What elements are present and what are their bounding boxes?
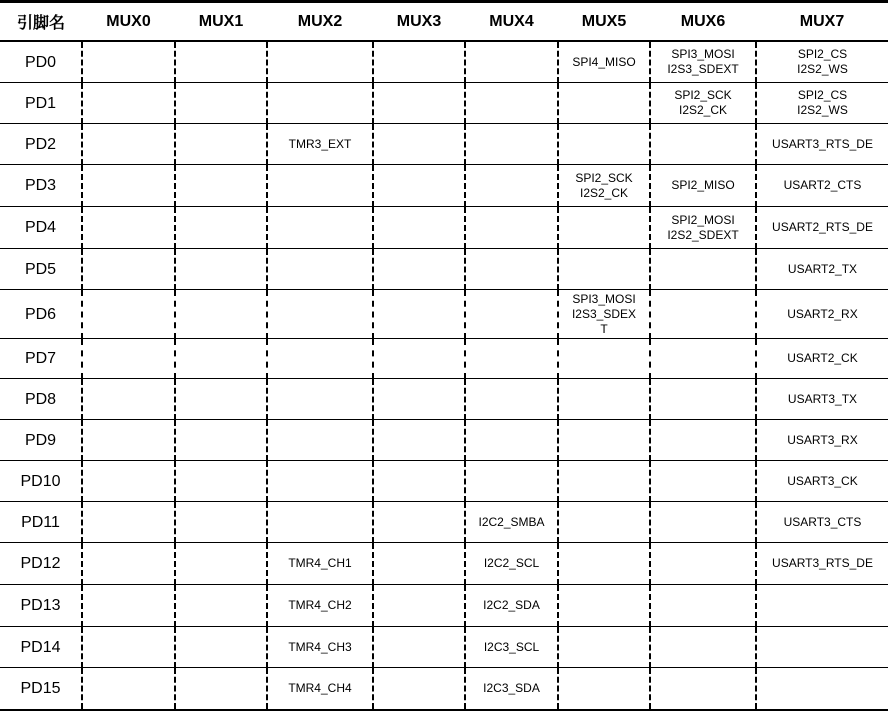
mux6-cell: [650, 543, 756, 585]
mux6-cell: SPI2_SCK I2S2_CK: [650, 83, 756, 124]
mux7-cell: SPI2_CS I2S2_WS: [756, 83, 888, 124]
table-row: [0, 339, 888, 379]
mux0-cell: [82, 502, 175, 543]
mux1-cell: [175, 379, 267, 420]
mux7-cell: USART2_CK: [756, 339, 888, 379]
mux6-cell: [650, 124, 756, 165]
mux7-cell: USART2_CTS: [756, 165, 888, 207]
pin-name-cell: PD7: [0, 339, 82, 379]
mux6-cell: [650, 290, 756, 339]
mux7-cell: SPI2_CS I2S2_WS: [756, 41, 888, 83]
table-header-row: [0, 2, 888, 42]
mux4-cell: [465, 461, 558, 502]
mux1-cell: [175, 627, 267, 668]
pin-name-cell: PD12: [0, 543, 82, 585]
pin-name-cell: PD10: [0, 461, 82, 502]
header-mux7: MUX7: [756, 2, 888, 42]
header-mux0: MUX0: [82, 2, 175, 42]
mux3-cell: [373, 668, 465, 711]
mux5-cell: [558, 502, 650, 543]
mux1-cell: [175, 207, 267, 249]
mux0-cell: [82, 290, 175, 339]
mux3-cell: [373, 124, 465, 165]
mux2-cell: TMR4_CH3: [267, 627, 373, 668]
mux0-cell: [82, 543, 175, 585]
mux0-cell: [82, 339, 175, 379]
header-mux1: MUX1: [175, 2, 267, 42]
mux1-cell: [175, 668, 267, 711]
header-mux4: MUX4: [465, 2, 558, 42]
mux3-cell: [373, 339, 465, 379]
mux5-cell: SPI3_MOSI I2S3_SDEX T: [558, 290, 650, 339]
mux5-cell: [558, 585, 650, 627]
mux7-cell: USART3_RX: [756, 420, 888, 461]
mux7-cell: USART3_TX: [756, 379, 888, 420]
mux2-cell: [267, 83, 373, 124]
pin-name-cell: PD13: [0, 585, 82, 627]
mux2-cell: [267, 420, 373, 461]
table-row: [0, 627, 888, 668]
mux4-cell: [465, 124, 558, 165]
pin-name-cell: PD14: [0, 627, 82, 668]
pin-name-cell: PD4: [0, 207, 82, 249]
mux3-cell: [373, 41, 465, 83]
mux6-cell: SPI2_MOSI I2S2_SDEXT: [650, 207, 756, 249]
mux0-cell: [82, 585, 175, 627]
mux0-cell: [82, 379, 175, 420]
mux1-cell: [175, 420, 267, 461]
mux3-cell: [373, 585, 465, 627]
table-row: [0, 249, 888, 290]
mux2-cell: [267, 207, 373, 249]
mux5-cell: [558, 124, 650, 165]
mux4-cell: I2C3_SCL: [465, 627, 558, 668]
mux5-cell: [558, 668, 650, 711]
pin-name-cell: PD6: [0, 290, 82, 339]
mux6-cell: SPI2_MISO: [650, 165, 756, 207]
mux3-cell: [373, 249, 465, 290]
table-row: [0, 124, 888, 165]
pin-name-cell: PD3: [0, 165, 82, 207]
mux2-cell: TMR4_CH1: [267, 543, 373, 585]
mux4-cell: [465, 339, 558, 379]
table-row: [0, 585, 888, 627]
table-row: [0, 502, 888, 543]
header-mux5: MUX5: [558, 2, 650, 42]
mux0-cell: [82, 124, 175, 165]
mux7-cell: [756, 627, 888, 668]
mux2-cell: [267, 165, 373, 207]
mux7-cell: USART2_RTS_DE: [756, 207, 888, 249]
table-row: [0, 379, 888, 420]
pin-name-cell: PD8: [0, 379, 82, 420]
mux7-cell: USART3_CK: [756, 461, 888, 502]
mux5-cell: [558, 420, 650, 461]
mux0-cell: [82, 83, 175, 124]
mux6-cell: [650, 585, 756, 627]
table-row: [0, 41, 888, 83]
mux4-cell: I2C2_SDA: [465, 585, 558, 627]
table-body: [0, 41, 888, 710]
mux4-cell: [465, 207, 558, 249]
mux3-cell: [373, 207, 465, 249]
mux4-cell: I2C2_SCL: [465, 543, 558, 585]
mux6-cell: SPI3_MOSI I2S3_SDEXT: [650, 41, 756, 83]
mux5-cell: SPI2_SCK I2S2_CK: [558, 165, 650, 207]
mux6-cell: [650, 627, 756, 668]
mux5-cell: [558, 543, 650, 585]
mux1-cell: [175, 41, 267, 83]
mux4-cell: I2C2_SMBA: [465, 502, 558, 543]
pin-name-cell: PD1: [0, 83, 82, 124]
mux4-cell: [465, 379, 558, 420]
mux4-cell: [465, 41, 558, 83]
mux2-cell: [267, 502, 373, 543]
mux0-cell: [82, 165, 175, 207]
mux6-cell: [650, 420, 756, 461]
table-row: [0, 543, 888, 585]
header-mux6: MUX6: [650, 2, 756, 42]
mux2-cell: TMR4_CH4: [267, 668, 373, 711]
mux2-cell: [267, 379, 373, 420]
mux3-cell: [373, 627, 465, 668]
table-row: [0, 83, 888, 124]
mux6-cell: [650, 502, 756, 543]
header-pin-name: 引脚名: [0, 2, 82, 42]
mux0-cell: [82, 627, 175, 668]
mux1-cell: [175, 502, 267, 543]
pin-name-cell: PD0: [0, 41, 82, 83]
mux2-cell: TMR3_EXT: [267, 124, 373, 165]
mux1-cell: [175, 165, 267, 207]
mux3-cell: [373, 165, 465, 207]
pin-name-cell: PD2: [0, 124, 82, 165]
mux3-cell: [373, 461, 465, 502]
mux0-cell: [82, 207, 175, 249]
mux1-cell: [175, 339, 267, 379]
mux5-cell: [558, 339, 650, 379]
table-row: [0, 290, 888, 339]
mux6-cell: [650, 249, 756, 290]
mux7-cell: USART3_RTS_DE: [756, 543, 888, 585]
mux5-cell: [558, 249, 650, 290]
mux2-cell: TMR4_CH2: [267, 585, 373, 627]
mux4-cell: [465, 420, 558, 461]
mux0-cell: [82, 461, 175, 502]
mux2-cell: [267, 290, 373, 339]
mux1-cell: [175, 83, 267, 124]
mux1-cell: [175, 543, 267, 585]
pin-name-cell: PD9: [0, 420, 82, 461]
mux3-cell: [373, 543, 465, 585]
mux6-cell: [650, 461, 756, 502]
mux0-cell: [82, 668, 175, 711]
mux5-cell: [558, 461, 650, 502]
pin-name-cell: PD11: [0, 502, 82, 543]
mux0-cell: [82, 420, 175, 461]
mux1-cell: [175, 461, 267, 502]
mux7-cell: USART3_RTS_DE: [756, 124, 888, 165]
mux5-cell: [558, 207, 650, 249]
mux1-cell: [175, 124, 267, 165]
mux4-cell: I2C3_SDA: [465, 668, 558, 711]
table-row: [0, 207, 888, 249]
pin-name-cell: PD15: [0, 668, 82, 711]
mux7-cell: USART2_RX: [756, 290, 888, 339]
mux1-cell: [175, 249, 267, 290]
table-row: [0, 461, 888, 502]
mux6-cell: [650, 668, 756, 711]
mux6-cell: [650, 339, 756, 379]
table-row: [0, 668, 888, 711]
mux5-cell: [558, 627, 650, 668]
header-mux2: MUX2: [267, 2, 373, 42]
mux7-cell: [756, 668, 888, 711]
pin-name-cell: PD5: [0, 249, 82, 290]
mux4-cell: [465, 290, 558, 339]
mux1-cell: [175, 585, 267, 627]
mux2-cell: [267, 461, 373, 502]
mux5-cell: [558, 379, 650, 420]
mux7-cell: [756, 585, 888, 627]
mux3-cell: [373, 420, 465, 461]
mux7-cell: USART2_TX: [756, 249, 888, 290]
mux2-cell: [267, 41, 373, 83]
mux5-cell: SPI4_MISO: [558, 41, 650, 83]
mux4-cell: [465, 165, 558, 207]
mux3-cell: [373, 379, 465, 420]
mux5-cell: [558, 83, 650, 124]
mux3-cell: [373, 502, 465, 543]
mux0-cell: [82, 41, 175, 83]
mux0-cell: [82, 249, 175, 290]
mux6-cell: [650, 379, 756, 420]
mux4-cell: [465, 249, 558, 290]
mux2-cell: [267, 249, 373, 290]
mux4-cell: [465, 83, 558, 124]
table-row: [0, 165, 888, 207]
mux3-cell: [373, 290, 465, 339]
table-row: [0, 420, 888, 461]
header-mux3: MUX3: [373, 2, 465, 42]
mux3-cell: [373, 83, 465, 124]
mux2-cell: [267, 339, 373, 379]
mux1-cell: [175, 290, 267, 339]
mux7-cell: USART3_CTS: [756, 502, 888, 543]
